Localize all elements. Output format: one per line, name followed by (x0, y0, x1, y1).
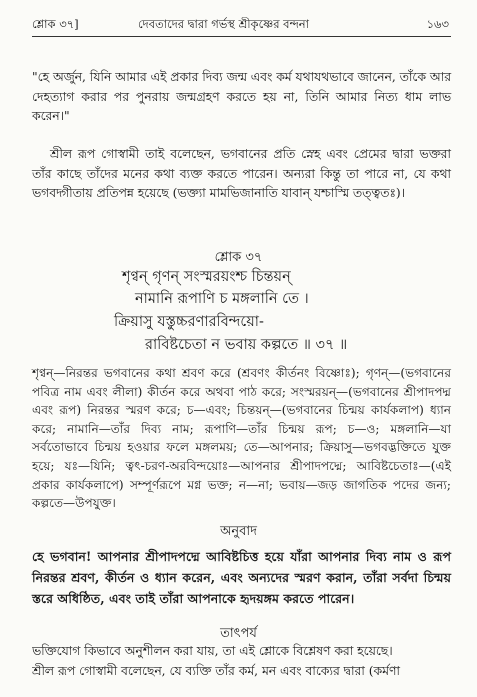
quote-paragraph: "হে অর্জুন, যিনি আমার এই প্রকার দিব্য জন্ম এবং কর্ম যথাযথভাবে জানেন, তাঁকে আর দেহত্যাগ করার পর পুনরায় জন্মগ্রহণ করতে হয় না, তিনি আমার নিত্য ধাম লাভ করেন।" (32, 70, 451, 124)
translation-text: হে ভগবান! আপনার শ্রীপাদপদ্মে আবিষ্টচিত্ত হয়ে যাঁরা আপনার দিব্য নাম ও রূপ নিরন্তর শ্রবণ, কীর্তন ও ধ্যান করেন, এবং অন্যদের স্মরণ করান, তাঁরা সর্বদা চিন্ময় স্তরে অধিষ্ঠিত, এবং তাই তাঁরা আপনাকে হৃদয়ঙ্গম করতে পারেন। (32, 549, 451, 606)
purport-line: ভক্তিযোগ কিভাবে অনুশীলন করা যায়, তা এই শ্লোকে বিশ্লেষণ করা হয়েছে। (32, 644, 393, 658)
verse-title: শ্লোক ৩৭ (214, 250, 263, 265)
comment-paragraph: শ্রীল রূপ গোস্বামী তাই বলেছেন, ভগবানের প্রতি স্নেহ এবং প্রেমের দ্বারা ভক্তরা তাঁর কাছে তাঁদের মনের কথা ব্যক্ত করতে পারেন। অন্যরা কিন্তু তা পারে না, যে কথা ভগবদ্গীতায় প্রতিপন্ন হয়েছে (ভক্ত্যা মামভিজানাতি যাবান্ যশ্চাস্মি তত্ত্বতঃ)। (32, 147, 451, 201)
purport-text (32, 642, 451, 681)
verse-line-4: রাবিষ্টচেতা ন ভবায় কল্পতে ॥ ৩৭ ॥ (145, 337, 348, 353)
header-page-number: ১৬৩ (426, 17, 449, 31)
translation-heading: অনুবাদ (220, 524, 257, 539)
purport-line: শ্রীল রূপ গোস্বামী বলেছেন, যে ব্যক্তি তাঁর কর্ম, মন এবং বাক্যের দ্বারা (কর্মণা (32, 663, 400, 678)
purport-heading: তাৎপর্য (220, 626, 257, 641)
page-header (32, 16, 451, 34)
header-verse-ref: শ্লোক ৩৭] (32, 17, 79, 31)
header-divider (32, 36, 451, 37)
verse-line-3: ক্রিয়াসু যস্তুচ্চরণারবিন্দয়ো- (114, 314, 264, 330)
verse-line-2: নামানি রূপাণি চ মঙ্গলানি তে । (135, 291, 309, 307)
verse-line-1: শৃণ্বন্ গৃণন্ সংস্মরয়ংশ্চ চিন্তয়ন্ (122, 269, 291, 285)
synonyms-block: শৃণ্বন্—নিরন্তর ভগবানের কথা শ্রবণ করে (শ্রবণং কীর্তনং বিষ্ণোঃ); গৃণন্—(ভগবানের পবিত্র নাম এবং লীলা) কীর্তন করে অথবা পাঠ করে; সংস্মরয়ন্—(ভগবানের শ্রীপাদপদ্ম এবং রূপ) নিরন্তর স্মরণ করে; চ—এবং; চিন্তয়ন্—(ভগবানের চিন্ময় কার্যকলাপ) ধ্যান করে; নামানি—তাঁর দিব্য নাম; রূপাণি—তাঁর চিন্ময় রূপ; চ—ও; মঙ্গলানি—যা সর্বতোভাবে চিন্ময় হওয়ার ফলে মঙ্গলময়; তে—আপনার; ক্রিয়াসু—ভগবদ্ভক্তিতে যুক্ত হয়ে; যঃ—যিনি; ত্বৎ-চরণ-অরবিন্দয়োঃ—আপনার শ্রীপাদপদ্মে; আবিষ্টচেতাঃ—(এই প্রকার কার্যকলাপে) সম্পূর্ণরূপে মগ্ন ভক্ত; ন—না; ভবায়—জড় জাগতিক পদের জন্য; কল্পতে—উপযুক্ত। (32, 366, 451, 511)
header-chapter-title: দেবতাদের দ্বারা গর্ভস্থ শ্রীকৃষ্ণের বন্দনা (138, 17, 310, 31)
